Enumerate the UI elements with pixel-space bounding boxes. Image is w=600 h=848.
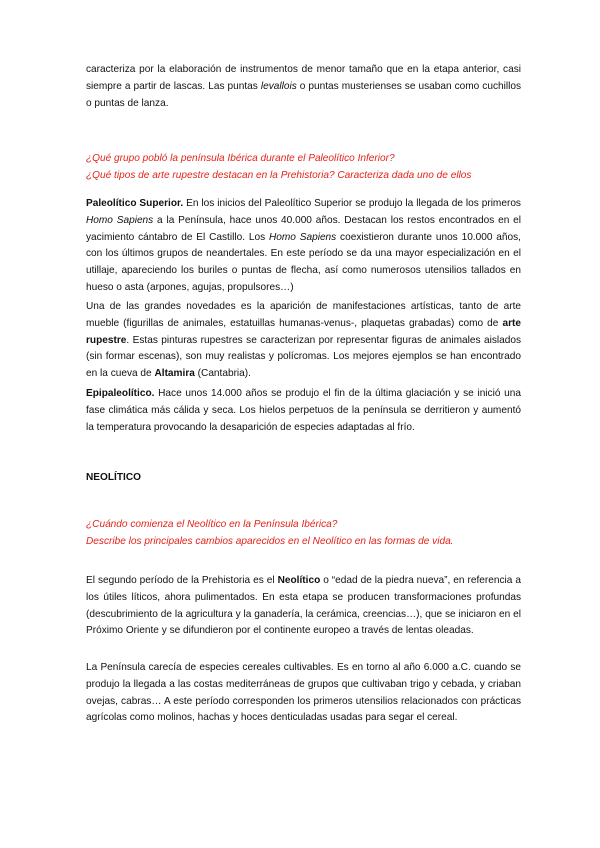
italic-term: levallois [260, 80, 297, 92]
question-line: ¿Qué grupo pobló la península Ibérica durante el Paleolítico Inferior? [86, 153, 395, 164]
question-line: ¿Qué tipos de arte rupestre destacan en la Prehistoria? Caracteriza dada uno de ellos [86, 169, 472, 181]
bold-term: Neolítico [277, 575, 321, 586]
paragraph-arte [86, 299, 521, 383]
section-title: Epipaleolítico. [86, 388, 155, 399]
text: a la Península, hace unos 40.000 años. Destacan los restos encontrados en el yacimiento cántabro de El Castillo. Los [86, 214, 521, 243]
text: La Península carecía de especies cereales cultivables. Es en torno al año 6.000 a.C. cuando se produjo la llegada a las costas mediterráneas de grupos que cultivaban trigo y cebada, y criaban ovejas, cabras… A este período corresponden los primeros utensilios relacionados con prácticas agrícolas como molinos, hachas y hoces denticuladas usadas para segar el cereal. [86, 662, 521, 724]
section-heading-neolitico: NEOLÍTICO [86, 472, 141, 483]
text: o puntas musterienses se usaban como cuchillos o puntas de lanza. [86, 80, 521, 109]
paragraph-neolitico-2 [86, 660, 521, 727]
text: o “edad de la piedra nueva”, en referencia a los útiles líticos, ahora pulimentados. En esta etapa se producen transformaciones profundas (descubrimiento de la agricultura y la ganadería, la cerámica, creencias…), que se iniciaron en el Próximo Oriente y se difundieron por el continente europeo a través de lentas oleadas. [86, 575, 521, 637]
text: Una de las grandes novedades es la aparición de manifestaciones artísticas, tanto de arte mueble (figurillas de animales, estatuillas humanas-venus-, plaquetas grabadas) como de [86, 301, 521, 329]
paragraph-neolitico-1 [86, 573, 521, 640]
question-block-1 [86, 151, 521, 185]
text: El segundo período de la Prehistoria es el [86, 575, 278, 586]
question-line: ¿Cuándo comienza el Neolítico en la Península Ibérica? [86, 519, 338, 530]
paragraph-intro [86, 62, 521, 112]
bold-term: arte rupestre [86, 317, 521, 346]
text: Hace unos 14.000 años se produjo el fin de la última glaciación y se inició una fase climática más cálida y seca. Los hielos perpetuos de la península se derritieron y aumentó la temperatura provocando la desaparición de especies adaptadas al frío. [86, 388, 521, 433]
question-line: Describe los principales cambios aparecidos en el Neolítico en las formas de vida. [86, 535, 454, 547]
text: En los inicios del Paleolítico Superior se produjo la llegada de los primeros [183, 198, 521, 209]
text: (Cantabria). [194, 368, 251, 380]
italic-term: Homo Sapiens [86, 214, 154, 226]
text: . Estas pinturas rupestres se caracterizan por representar figuras de animales aislados (sin formar escenas), son muy realistas y polícromas. Los mejores ejemplos se han encontrado en la cueva de [86, 334, 521, 380]
section-title: Paleolítico Superior. [86, 198, 184, 209]
text: coexistieron durante unos 10.000 años, con los últimos grupos de neandertales. En este período se da una mayor especialización en el utillaje, apareciendo los buriles o puntas de flecha, así como numerosos utensilios tallados en hueso o asta (arpones, agujas, propulsores…) [86, 231, 521, 293]
bold-term: Altamira [154, 368, 195, 380]
italic-term: Homo Sapiens [268, 231, 337, 243]
text: caracteriza por la elaboración de instrumentos de menor tamaño que en la etapa anterior, casi siempre a partir de lascas. Las puntas [86, 64, 521, 92]
paragraph-paleolitico-superior [86, 196, 521, 297]
paragraph-epipaleolitico [86, 386, 521, 436]
question-block-2 [86, 517, 521, 551]
